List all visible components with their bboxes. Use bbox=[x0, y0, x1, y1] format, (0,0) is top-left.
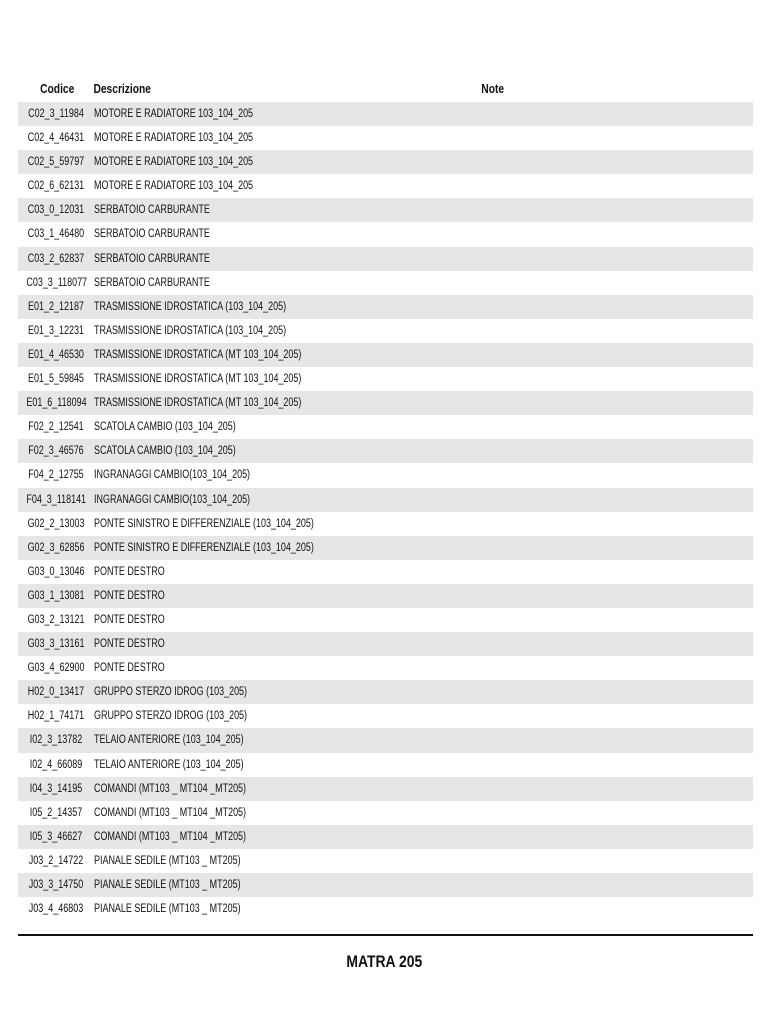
cell-description: TRASMISSIONE IDROSTATICA (MT 103_104_205) bbox=[94, 373, 302, 386]
cell-description: GRUPPO STERZO IDROG (103_205) bbox=[94, 710, 248, 723]
table-row bbox=[18, 825, 753, 849]
cell-code: C03_3_118077 bbox=[26, 276, 88, 289]
cell-code: H02_0_13417 bbox=[27, 686, 85, 699]
cell-code: J03_4_46803 bbox=[28, 903, 84, 916]
cell-code: G03_0_13046 bbox=[27, 565, 85, 578]
cell-description: INGRANAGGI CAMBIO(103_104_205) bbox=[94, 493, 251, 506]
cell-description: SCATOLA CAMBIO (103_104_205) bbox=[94, 445, 236, 458]
cell-description: PONTE DESTRO bbox=[94, 613, 165, 626]
table-row bbox=[18, 704, 753, 728]
cell-description: TRASMISSIONE IDROSTATICA (103_104_205) bbox=[94, 324, 287, 337]
cell-description: PIANALE SEDILE (MT103 _ MT205) bbox=[94, 854, 241, 867]
header-code: Codice bbox=[40, 82, 75, 96]
cell-description: COMANDI (MT103 _ MT104 _MT205) bbox=[94, 782, 247, 795]
table-row bbox=[18, 608, 753, 632]
table-row bbox=[18, 488, 753, 512]
cell-code: C02_6_62131 bbox=[27, 180, 85, 193]
cell-description: TRASMISSIONE IDROSTATICA (MT 103_104_205) bbox=[94, 348, 302, 361]
cell-code: C03_2_62837 bbox=[27, 252, 85, 265]
cell-code: H02_1_74171 bbox=[27, 710, 85, 723]
cell-code: E01_3_12231 bbox=[28, 324, 84, 337]
cell-description: PONTE DESTRO bbox=[94, 638, 165, 651]
table-row bbox=[18, 463, 753, 487]
table-row bbox=[18, 753, 753, 777]
table-row bbox=[18, 849, 753, 873]
cell-code: F02_2_12541 bbox=[28, 421, 84, 434]
table-row bbox=[18, 126, 753, 150]
cell-code: C03_1_46480 bbox=[27, 228, 85, 241]
cell-description: TRASMISSIONE IDROSTATICA (MT 103_104_205) bbox=[94, 397, 302, 410]
page-footer bbox=[0, 952, 768, 972]
table-header bbox=[18, 80, 621, 100]
table-row bbox=[18, 632, 753, 656]
cell-code: I02_3_13782 bbox=[29, 734, 83, 747]
cell-code: G02_2_13003 bbox=[27, 517, 85, 530]
cell-description: PONTE DESTRO bbox=[94, 589, 165, 602]
table-row bbox=[18, 222, 753, 246]
table-row bbox=[18, 801, 753, 825]
cell-description: TELAIO ANTERIORE (103_104_205) bbox=[94, 758, 244, 771]
cell-description: SERBATOIO CARBURANTE bbox=[94, 204, 210, 217]
cell-description: PONTE SINISTRO E DIFFERENZIALE (103_104_205) bbox=[94, 541, 314, 554]
table-row bbox=[18, 415, 753, 439]
table-row bbox=[18, 319, 753, 343]
table-row bbox=[18, 150, 753, 174]
cell-description: PONTE DESTRO bbox=[94, 565, 165, 578]
cell-description: MOTORE E RADIATORE 103_104_205 bbox=[94, 156, 254, 169]
cell-code: E01_4_46530 bbox=[28, 348, 84, 361]
cell-description: PIANALE SEDILE (MT103 _ MT205) bbox=[94, 903, 241, 916]
cell-code: J03_3_14750 bbox=[28, 879, 84, 891]
table-row bbox=[18, 777, 753, 801]
cell-code: G03_4_62900 bbox=[27, 662, 85, 675]
cell-description: COMANDI (MT103 _ MT104 _MT205) bbox=[94, 830, 247, 843]
cell-description: TRASMISSIONE IDROSTATICA (103_104_205) bbox=[94, 300, 287, 313]
cell-code: G02_3_62856 bbox=[27, 541, 85, 554]
cell-description: PONTE DESTRO bbox=[94, 662, 165, 675]
table-row bbox=[18, 174, 753, 198]
cell-description: GRUPPO STERZO IDROG (103_205) bbox=[94, 686, 248, 699]
cell-description: COMANDI (MT103 _ MT104 _MT205) bbox=[94, 806, 247, 819]
cell-description: SERBATOIO CARBURANTE bbox=[94, 276, 210, 289]
cell-code: E01_5_59845 bbox=[28, 373, 84, 386]
table-row bbox=[18, 102, 753, 126]
cell-code: C02_4_46431 bbox=[27, 132, 85, 145]
table-row bbox=[18, 247, 753, 271]
cell-description: MOTORE E RADIATORE 103_104_205 bbox=[94, 180, 254, 193]
cell-description: MOTORE E RADIATORE 103_104_205 bbox=[94, 132, 254, 145]
footer-title: MATRA 205 bbox=[346, 952, 422, 971]
cell-code: G03_2_13121 bbox=[27, 613, 85, 626]
cell-code: I02_4_66089 bbox=[29, 758, 83, 771]
table-row bbox=[18, 391, 753, 415]
table-row bbox=[18, 512, 753, 536]
cell-description: MOTORE E RADIATORE 103_104_205 bbox=[94, 108, 254, 120]
table-row bbox=[18, 656, 753, 680]
cell-code: E01_2_12187 bbox=[28, 300, 84, 313]
cell-code: F02_3_46576 bbox=[28, 445, 84, 458]
header-description: Descrizione bbox=[93, 82, 151, 96]
cell-code: G03_1_13081 bbox=[27, 589, 85, 602]
table-row bbox=[18, 728, 753, 752]
table-row bbox=[18, 584, 753, 608]
cell-code: F04_3_118141 bbox=[26, 493, 87, 506]
cell-description: PIANALE SEDILE (MT103 _ MT205) bbox=[94, 879, 241, 891]
cell-code: C02_5_59797 bbox=[27, 156, 85, 169]
bottom-rule bbox=[18, 934, 753, 936]
cell-description: TELAIO ANTERIORE (103_104_205) bbox=[94, 734, 244, 747]
table-row bbox=[18, 536, 753, 560]
table-row bbox=[18, 873, 753, 897]
table-row bbox=[18, 198, 753, 222]
cell-description: SERBATOIO CARBURANTE bbox=[94, 228, 210, 241]
cell-code: I05_2_14357 bbox=[29, 806, 83, 819]
cell-code: C03_0_12031 bbox=[27, 204, 85, 217]
table-row bbox=[18, 343, 753, 367]
cell-code: F04_2_12755 bbox=[28, 469, 84, 482]
cell-description: PONTE SINISTRO E DIFFERENZIALE (103_104_205) bbox=[94, 517, 314, 530]
cell-code: J03_2_14722 bbox=[28, 854, 84, 867]
cell-code: C02_3_11984 bbox=[28, 108, 84, 120]
table-body bbox=[18, 102, 753, 921]
table-row bbox=[18, 367, 753, 391]
header-notes: Note bbox=[481, 82, 505, 96]
cell-code: I05_3_46627 bbox=[29, 830, 83, 843]
cell-description: SCATOLA CAMBIO (103_104_205) bbox=[94, 421, 236, 434]
table-row bbox=[18, 897, 753, 921]
table-row bbox=[18, 680, 753, 704]
cell-code: I04_3_14195 bbox=[29, 782, 83, 795]
cell-code: E01_6_118094 bbox=[26, 397, 87, 410]
table-row bbox=[18, 439, 753, 463]
table-row bbox=[18, 271, 753, 295]
cell-description: SERBATOIO CARBURANTE bbox=[94, 252, 210, 265]
table-row bbox=[18, 295, 753, 319]
cell-code: G03_3_13161 bbox=[27, 638, 85, 651]
table-row bbox=[18, 560, 753, 584]
cell-description: INGRANAGGI CAMBIO(103_104_205) bbox=[94, 469, 251, 482]
